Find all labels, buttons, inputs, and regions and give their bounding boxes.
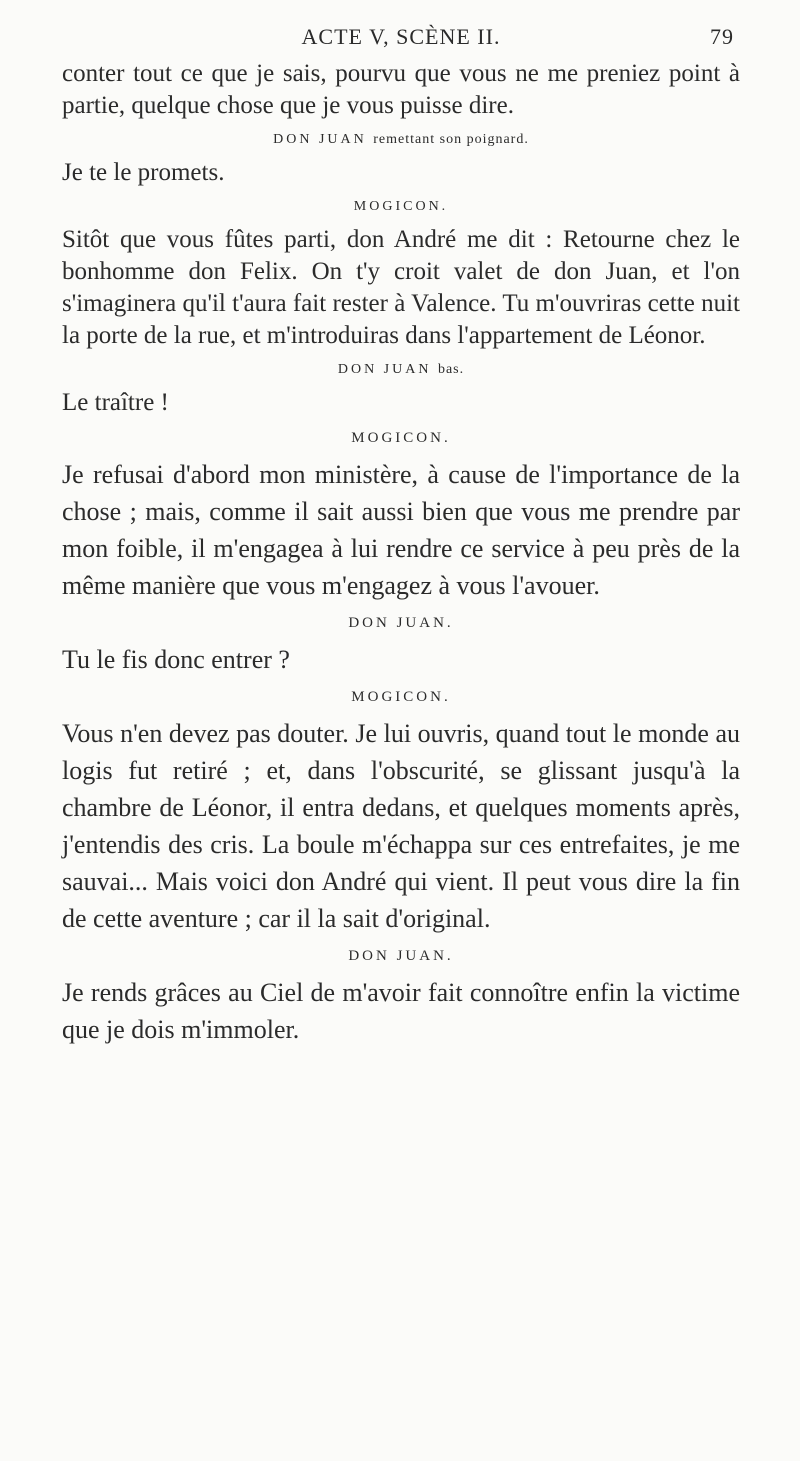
speech-continuation — [62, 58, 740, 122]
page-number: 79 — [710, 24, 734, 49]
speech-text: Je rends grâces au Ciel de m'avoir fait connoître enfin la victime que je dois m'immoler. — [62, 978, 740, 1044]
speaker-heading — [62, 361, 740, 379]
speaker-name: MOGICON. — [351, 430, 451, 446]
speech-mogicon-story — [62, 688, 740, 937]
speech-don-juan-question — [62, 614, 740, 678]
speaker-heading — [62, 614, 740, 632]
speech-mogicon-account — [62, 198, 740, 352]
stage-direction: remettant son poignard. — [373, 132, 529, 147]
speech-text: Sitôt que vous fûtes parti, don André me dit : Retourne chez le bonhomme don Felix. On t'y croit valet de don Juan, et l'on s'imaginera qu'il t'aura fait rester à Valence. Tu m'ouvriras cette nuit la porte de la rue, et m'introduiras dans l'appartement de Léonor. — [62, 226, 740, 349]
speaker-name: DON JUAN. — [348, 615, 454, 631]
speaker-heading — [62, 688, 740, 706]
speech-don-juan-final — [62, 947, 740, 1048]
speech-don-juan-promise — [62, 131, 740, 189]
speaker-name: MOGICON. — [353, 199, 449, 214]
speaker-heading — [62, 198, 740, 216]
speech-text: Tu le fis donc entrer ? — [62, 645, 290, 674]
speaker-name: DON JUAN — [273, 132, 367, 147]
speech-text: Je te le promets. — [62, 159, 225, 186]
speaker-heading — [62, 947, 740, 965]
speaker-heading — [62, 131, 740, 149]
speech-don-juan-aside — [62, 361, 740, 419]
speaker-name: DON JUAN. — [348, 948, 454, 964]
running-head — [62, 0, 740, 58]
stage-direction: bas. — [437, 362, 465, 377]
speech-text: Le traître ! — [62, 389, 169, 416]
speech-text: Vous n'en devez pas douter. Je lui ouvris, quand tout le monde au logis fut retiré ; et, dans l'obscurité, se glissant jusqu'à la chambre de Léonor, il entra dedans, et quelques moments après, j'entendis des cris. La boule m'échappa sur ces entrefaites, je me sauvai... Mais voici don André qui vient. Il peut vous dire la fin de cette aventure ; car il la sait d'original. — [62, 719, 740, 933]
speaker-name: DON JUAN — [337, 362, 432, 377]
speech-text: Je refusai d'abord mon ministère, à cause de l'importance de la chose ; mais, comme il sait aussi bien que vous me prendre par mon foible, il m'engagea à lui rendre ce service à peu près de la même manière que vous m'engagez à vous l'avouer. — [62, 460, 740, 600]
speech-mogicon-refusal — [62, 429, 740, 604]
speaker-name: MOGICON. — [351, 689, 451, 705]
running-title: ACTE V, SCÈNE II. — [301, 24, 501, 49]
speech-text: conter tout ce que je sais, pourvu que vous ne me preniez point à partie, quelque chose que je vous puisse dire. — [62, 60, 740, 119]
speaker-heading — [62, 429, 740, 447]
